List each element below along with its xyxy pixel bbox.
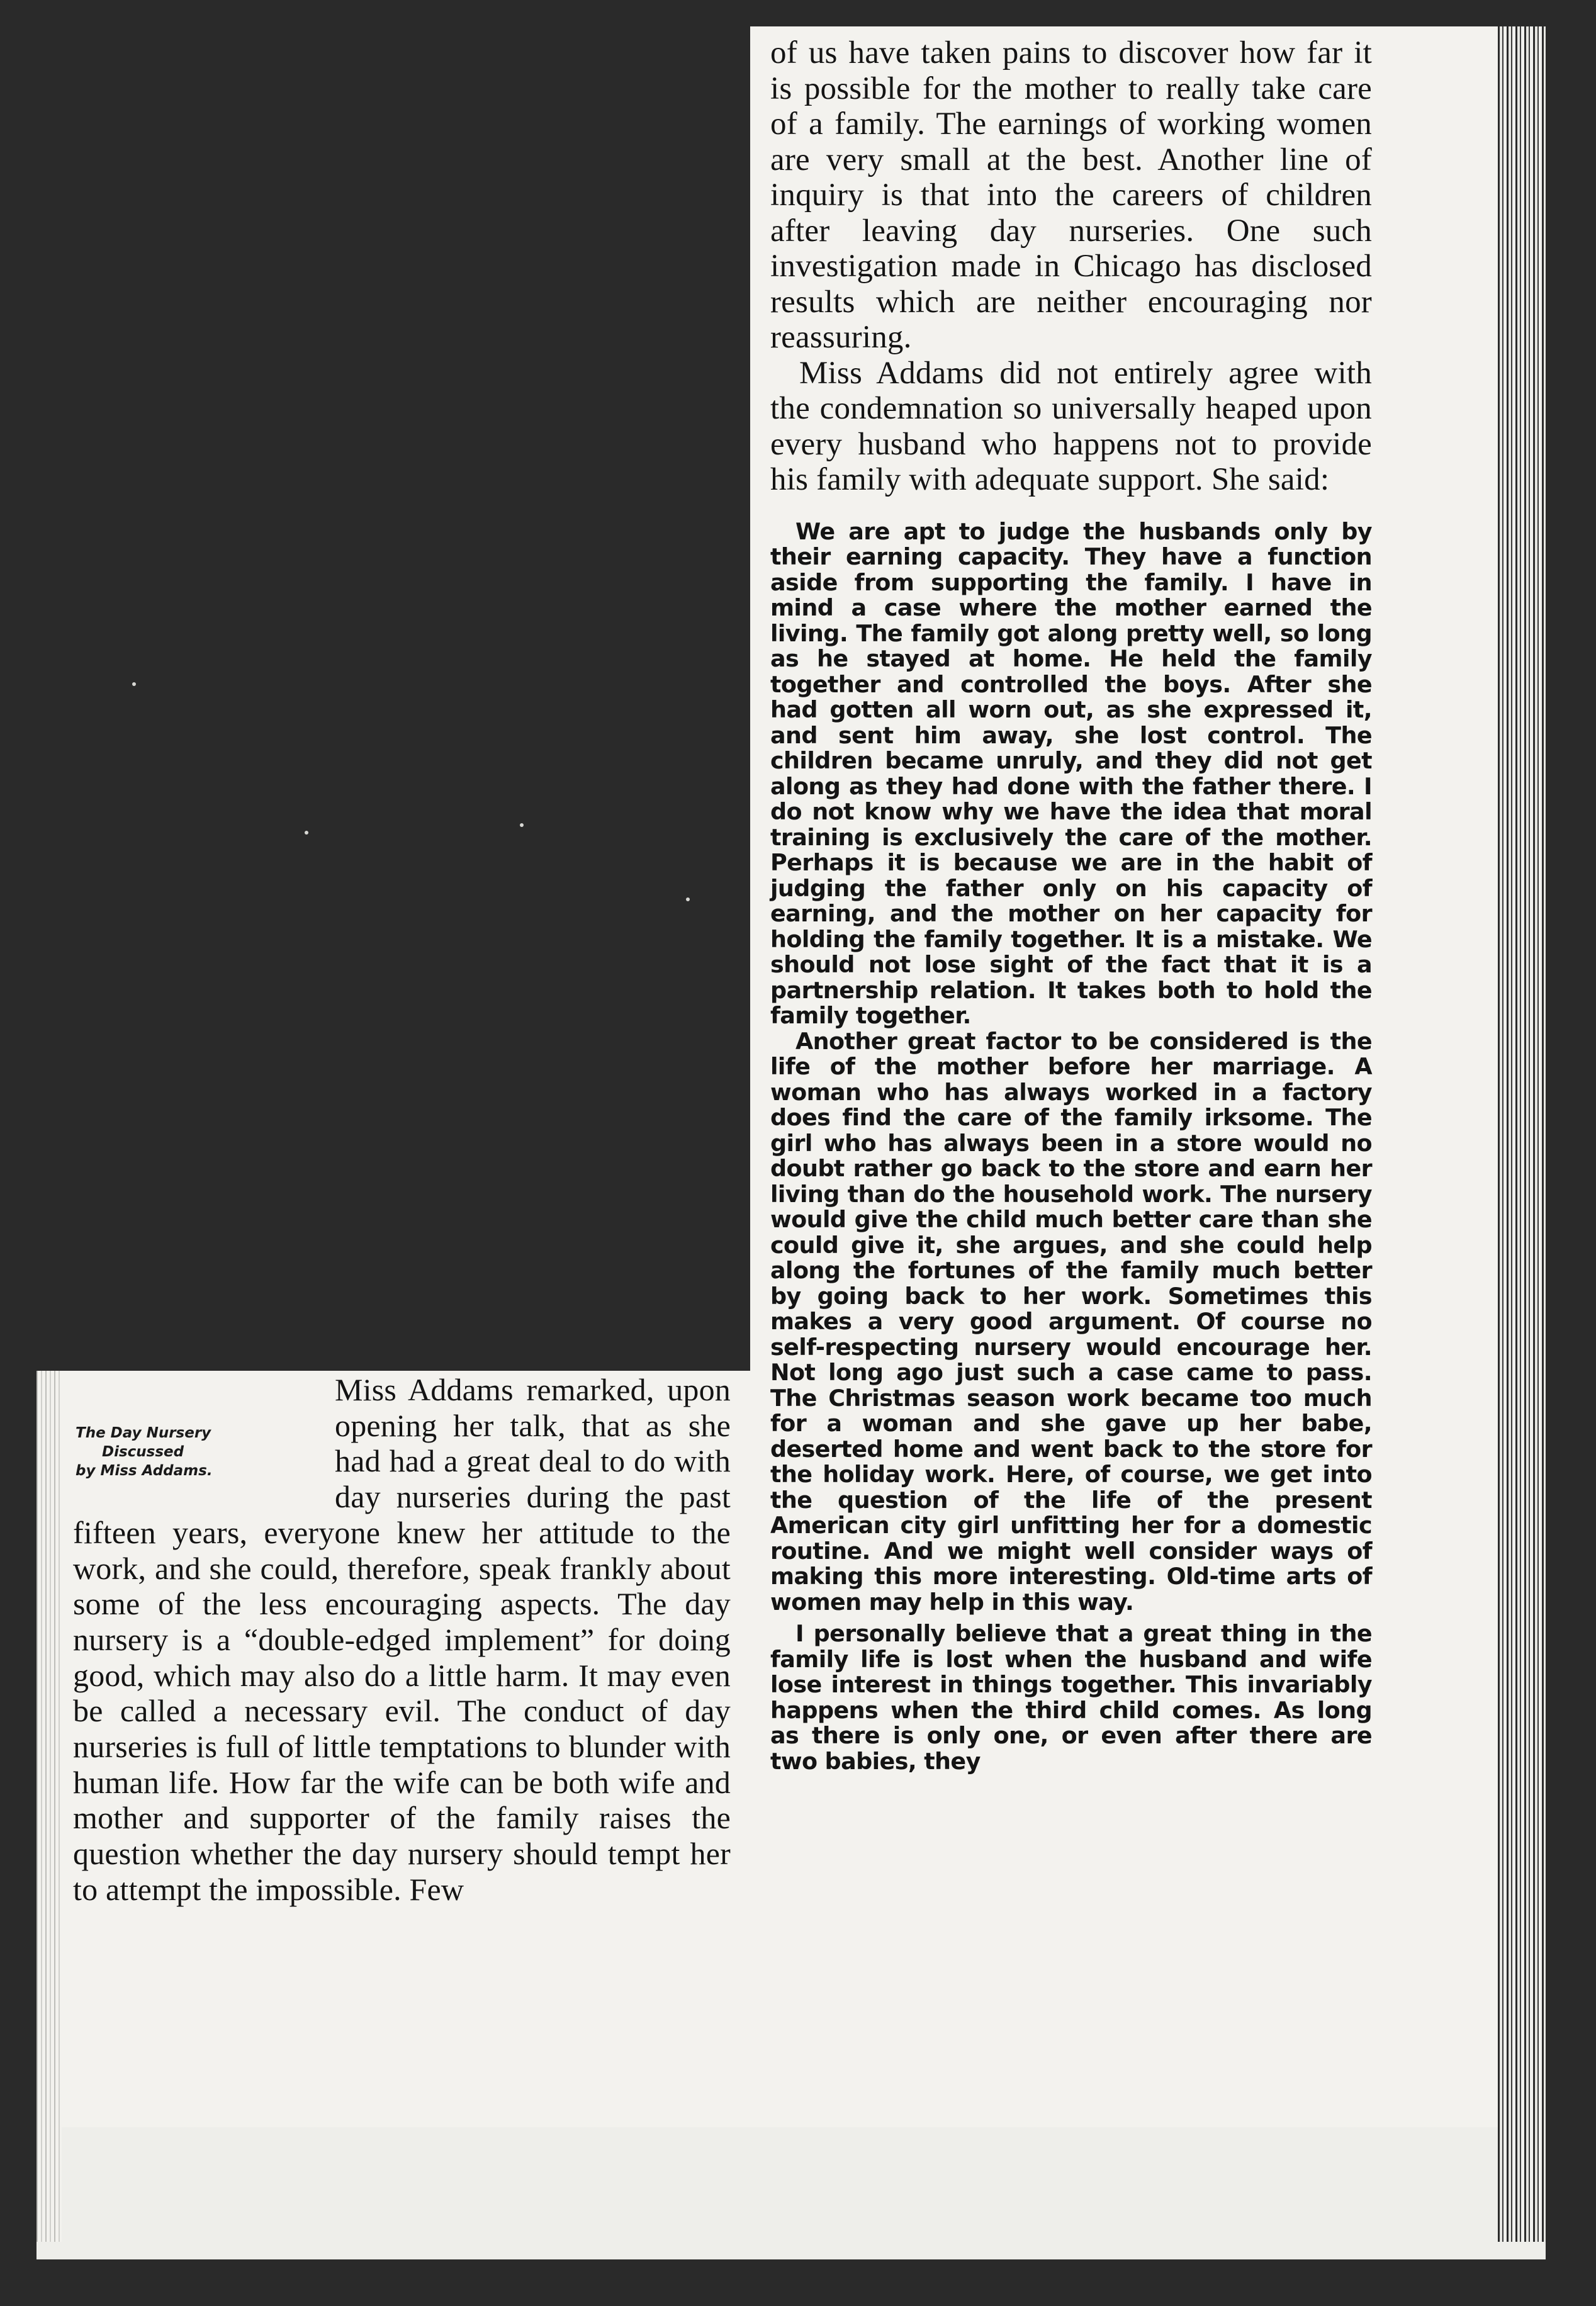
scan-speck	[520, 823, 524, 827]
left-column	[73, 1372, 731, 1908]
right-paragraph-1: of us have taken pains to discover how far it is possible for the mother to really take care of a family. The earnings of working women are very small at the best. Another line of inquiry is that into the careers of children after leaving day nurseries. One such investigation made in Chicago has disclosed results which are neither encouraging nor reassuring.	[770, 35, 1372, 355]
right-paragraph-2: Miss Addams did not entirely agree with the condemnation so universally heaped upon every husband who happens not to provide his family with adequate support. She said:	[770, 355, 1372, 497]
right-column	[770, 35, 1372, 1774]
scan-speck	[305, 831, 308, 835]
sidenote-space	[73, 1372, 335, 1514]
scan-speck	[686, 897, 690, 901]
scan-edge-right	[1498, 26, 1546, 2242]
sidenote-line-2: Discussed	[102, 1444, 184, 1460]
scan-speck	[132, 682, 136, 686]
quote-paragraph-3: I personally believe that a great thing in the family life is lost when the husband and wife lose interest in things together. This invariably happens when the third child comes. As long as there is only one, or even after there are two babies, they	[770, 1620, 1372, 1775]
quote-paragraph-1: We are apt to judge the husbands only by their earning capacity. They have a function aside from supporting the family. I have in mind a case where the mother earned the living. The family got along pretty well, so long as he stayed at home. He held the family together and controlled the boys. After she had gotten all worn out, as she expressed it, and sent him away, she lost control. The children became unruly, and they did not get along as they had done with the father there. I do not know why we have the idea that moral training is exclusively the care of the mother. Perhaps it is because we are in the habit of judging the father only on his capacity of earning, and the mother on her capacity for holding the family together. It is a mistake. We should not lose sight of the fact that it is a partnership relation. It takes both to hold the family together.	[770, 517, 1372, 1029]
sidenote-line-3: by Miss Addams.	[76, 1463, 213, 1479]
quote-paragraph-2: Another great factor to be considered is the life of the mother before her marriage. A woman who has always worked in a factory does find the care of the family irksome. The girl who has always been in a store would no doubt rather go back to the store and earn her living than do the household work. The nursery would give the child much better care than she could give it, she argues, and she could help along the fortunes of the family much better by going back to her work. Sometimes this makes a very good argument. Of course no self-respecting nursery would encourage her. Not long ago just such a case came to pass. The Christmas season work became too much for a woman and she gave up her babe, deserted home and went back to the store for the holiday work. Here, of course, we get into the question of the life of the present American city girl unfitting her for a domestic routine. And we might well consider ways of making this more interesting. Old-time arts of women may help in this way.	[770, 1027, 1372, 1616]
left-paragraph: Miss Addams remarked, upon opening her talk, that as she had had a great deal to do with day nurseries during the past fifteen years, everyone knew her attitude to the work, and she could, therefore, speak frankly about some of the less encouraging aspects. The day nursery is a “double-edged implement” for doing good, which may also do a little harm. It may even be called a necessary evil. The conduct of day nurseries is full of little temptations to blunder with human life. How far the wife can be both wife and mother and supporter of the family raises the question whether the day nursery should tempt her to attempt the impossible. Few	[73, 1372, 731, 1907]
sidenote-line-1: The Day Nursery	[76, 1425, 211, 1441]
scan-edge-left	[37, 1371, 62, 2242]
clipping-bottom-margin	[37, 2127, 1546, 2259]
